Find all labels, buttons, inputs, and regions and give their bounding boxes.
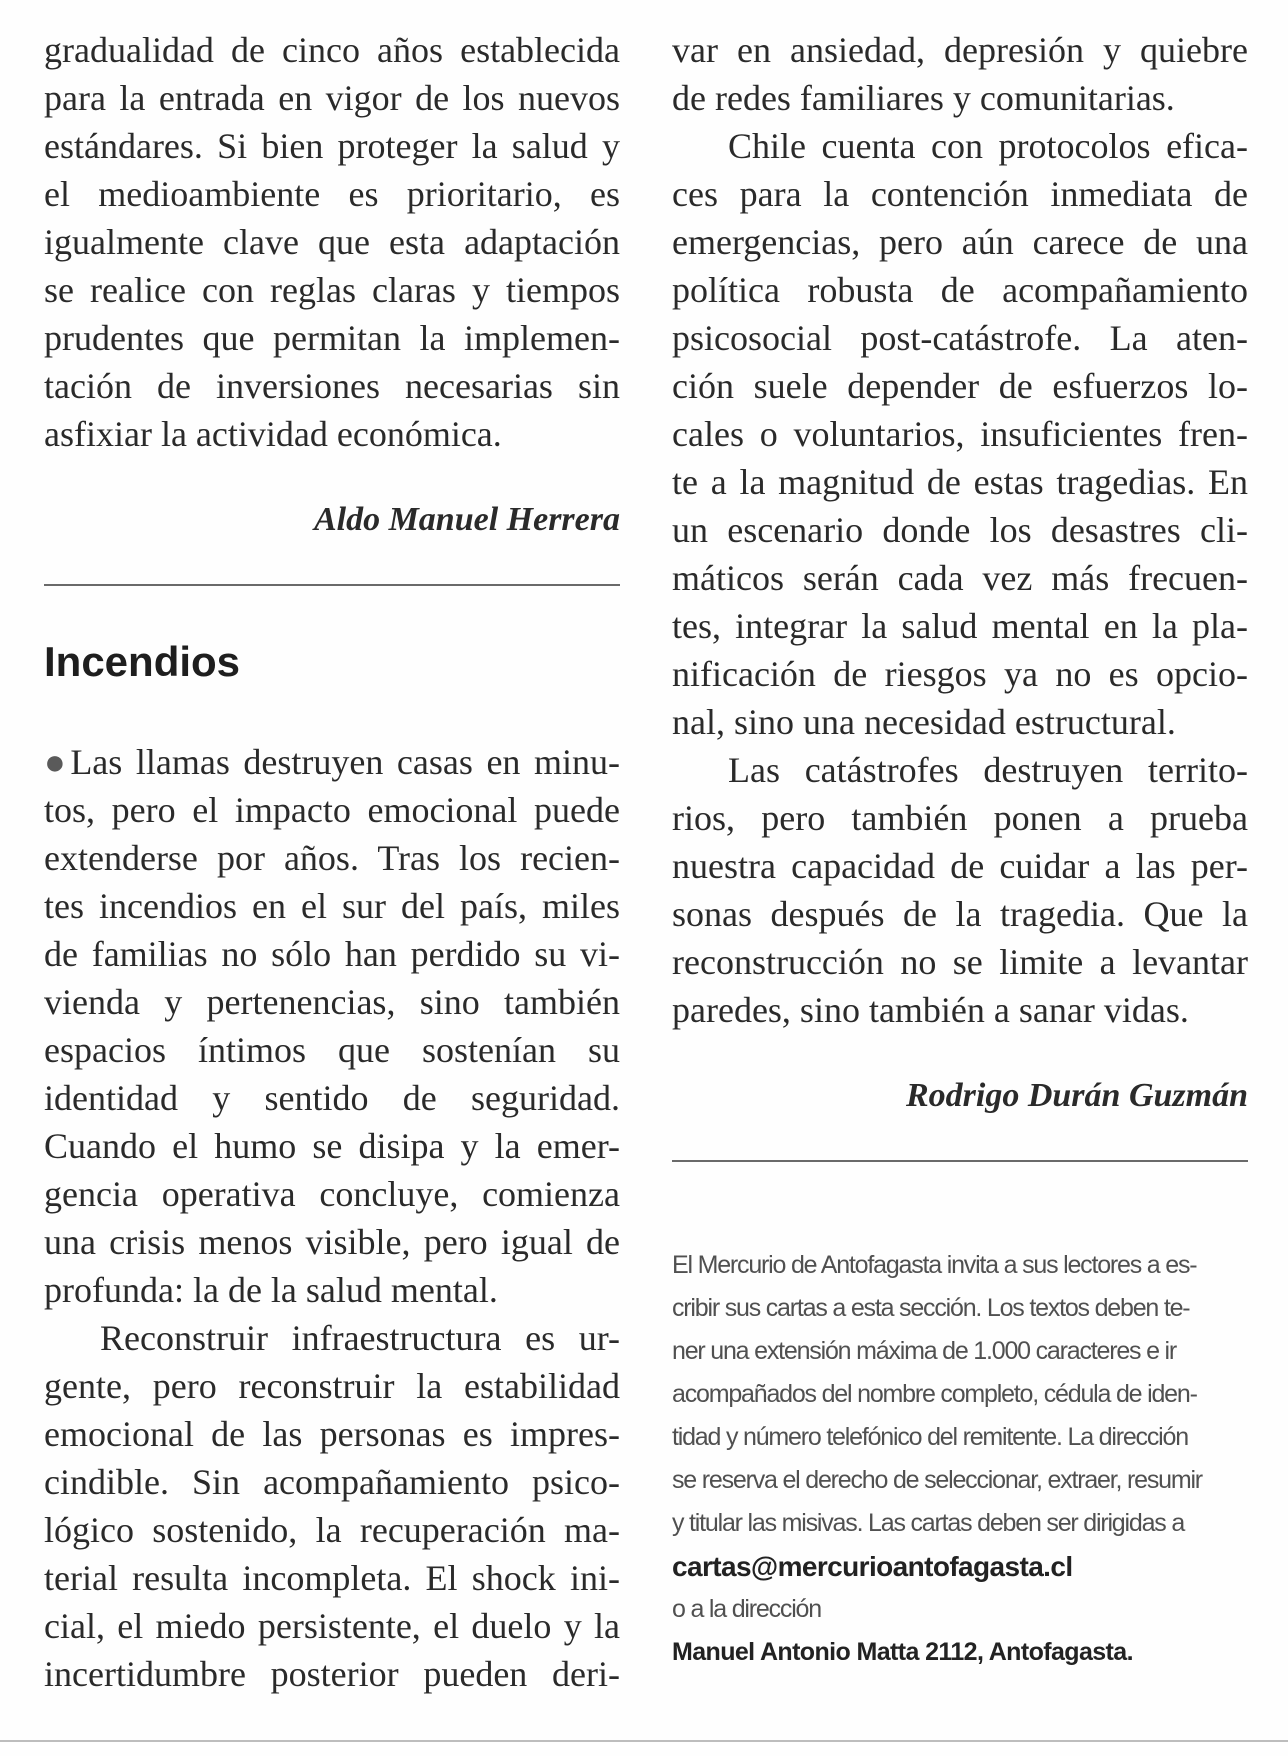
text-line: cales o voluntarios, insuficientes fren-: [672, 414, 1248, 454]
text-line: asfixiar la actividad económica.: [44, 414, 502, 454]
text-line: gradualidad de cinco años establecida: [44, 30, 620, 70]
submission-info-line: cribir sus cartas a esta sección. Los textos deben te-: [672, 1294, 1190, 1322]
text-line: igualmente clave que esta adaptación: [44, 222, 620, 262]
text-line: emergencias, pero aún carece de una: [672, 222, 1248, 262]
text-line: nificación de riesgos ya no es opcio-: [672, 654, 1248, 694]
text-line: se realice con reglas claras y tiempos: [44, 270, 620, 310]
text-line: gencia operativa concluye, comienza: [44, 1174, 620, 1214]
text-line: identidad y sentido de seguridad.: [44, 1078, 620, 1118]
text-line: una crisis menos visible, pero igual de: [44, 1222, 620, 1262]
text-line: tes incendios en el sur del país, miles: [44, 886, 620, 926]
text-line: ción suele depender de esfuerzos lo-: [672, 366, 1248, 406]
text-line: Las catástrofes destruyen territo-: [728, 750, 1248, 790]
text-line: reconstrucción no se limite a levantar: [672, 942, 1248, 982]
text-line: tos, pero el impacto emocional puede: [44, 790, 620, 830]
text-line: de redes familiares y comunitarias.: [672, 78, 1175, 118]
text-line: política robusta de acompañamiento: [672, 270, 1248, 310]
letter-1-paragraph-end: [44, 26, 620, 458]
text-line: var en ansiedad, depresión y quiebre: [672, 30, 1248, 70]
text-line: profunda: la de la salud mental.: [44, 1270, 498, 1310]
letter-2-paragraph-1: [44, 738, 620, 1314]
text-line: prudentes que permitan la implemen-: [44, 318, 620, 358]
text-line: vienda y pertenencias, sino también: [44, 982, 620, 1022]
text-line: [44, 738, 620, 786]
text-line: tes, integrar la salud mental en la pla-: [672, 606, 1248, 646]
text-line: Reconstruir infraestructura es ur-: [100, 1318, 620, 1358]
text-line: espacios íntimos que sostenían su: [44, 1030, 620, 1070]
text-line: cial, el miedo persistente, el duelo y la: [44, 1606, 620, 1646]
letter-2-paragraph-2-continued: [672, 26, 1248, 122]
text-line: un escenario donde los desastres cli-: [672, 510, 1248, 550]
text-line: de familias no sólo han perdido su vi-: [44, 934, 620, 974]
text-line: te a la magnitud de estas tragedias. En: [672, 462, 1248, 502]
left-column: [44, 26, 620, 1698]
letter-2-heading: Incendios: [44, 638, 241, 685]
letter-2-signature: Rodrigo Durán Guzmán: [905, 1077, 1248, 1114]
submission-address-label: o a la dirección: [672, 1595, 821, 1623]
text-line: gente, pero reconstruir la estabilidad: [44, 1366, 620, 1406]
submission-info-line: se reserva el derecho de seleccionar, extraer, resumir: [672, 1466, 1202, 1494]
text-line: el medioambiente es prioritario, es: [44, 174, 620, 214]
submission-info-box: [672, 1244, 1248, 1674]
submission-info-line: tidad y número telefónico del remitente. La dirección: [672, 1423, 1188, 1451]
bullet-icon: ●: [44, 742, 71, 782]
text-line: sonas después de la tragedia. Que la: [672, 894, 1248, 934]
text-line: paredes, sino también a sanar vidas.: [672, 990, 1189, 1030]
text-line: nal, sino una necesidad estructural.: [672, 702, 1176, 742]
text-line: terial resulta incompleta. El shock ini-: [44, 1558, 620, 1598]
submission-address: Manuel Antonio Matta 2112, Antofagasta.: [672, 1638, 1133, 1666]
letter-2-paragraph-3: [672, 122, 1248, 746]
letter-2-paragraph-2: [44, 1314, 620, 1698]
submission-info-line: y titular las misivas. Las cartas deben ser dirigidas a: [672, 1509, 1185, 1537]
text-line: cindible. Sin acompañamiento psico-: [44, 1462, 620, 1502]
text-line: Cuando el humo se disipa y la emer-: [44, 1126, 620, 1166]
letter-2-paragraph-4: [672, 746, 1248, 1034]
page-bottom-rule: [0, 1740, 1288, 1742]
submission-info-line: acompañados del nombre completo, cédula de iden-: [672, 1380, 1197, 1408]
submission-info-line: El Mercurio de Antofagasta invita a sus lectores a es-: [672, 1251, 1197, 1279]
text-line: incertidumbre posterior pueden deri-: [44, 1654, 620, 1694]
text-line: ces para la contención inmediata de: [672, 174, 1248, 214]
right-column: [672, 26, 1248, 1674]
submission-info-line: ner una extensión máxima de 1.000 caracteres e ir: [672, 1337, 1177, 1365]
text-line: psicosocial post-catástrofe. La aten-: [672, 318, 1248, 358]
text-line: nuestra capacidad de cuidar a las per-: [672, 846, 1248, 886]
letter-1-signature: Aldo Manuel Herrera: [313, 501, 620, 538]
text-line: rios, pero también ponen a prueba: [672, 798, 1248, 838]
text-line: estándares. Si bien proteger la salud y: [44, 126, 620, 166]
text-line: para la entrada en vigor de los nuevos: [44, 78, 620, 118]
text-line: emocional de las personas es impres-: [44, 1414, 620, 1454]
submission-email: cartas@mercurioantofagasta.cl: [672, 1551, 1073, 1582]
text-line: lógico sostenido, la recuperación ma-: [44, 1510, 620, 1550]
text-line: tación de inversiones necesarias sin: [44, 366, 620, 406]
text-line-content: Las llamas destruyen casas en minu-: [70, 742, 620, 782]
text-line: extenderse por años. Tras los recien-: [44, 838, 620, 878]
text-line: Chile cuenta con protocolos efica-: [728, 126, 1248, 166]
text-line: máticos serán cada vez más frecuen-: [672, 558, 1248, 598]
